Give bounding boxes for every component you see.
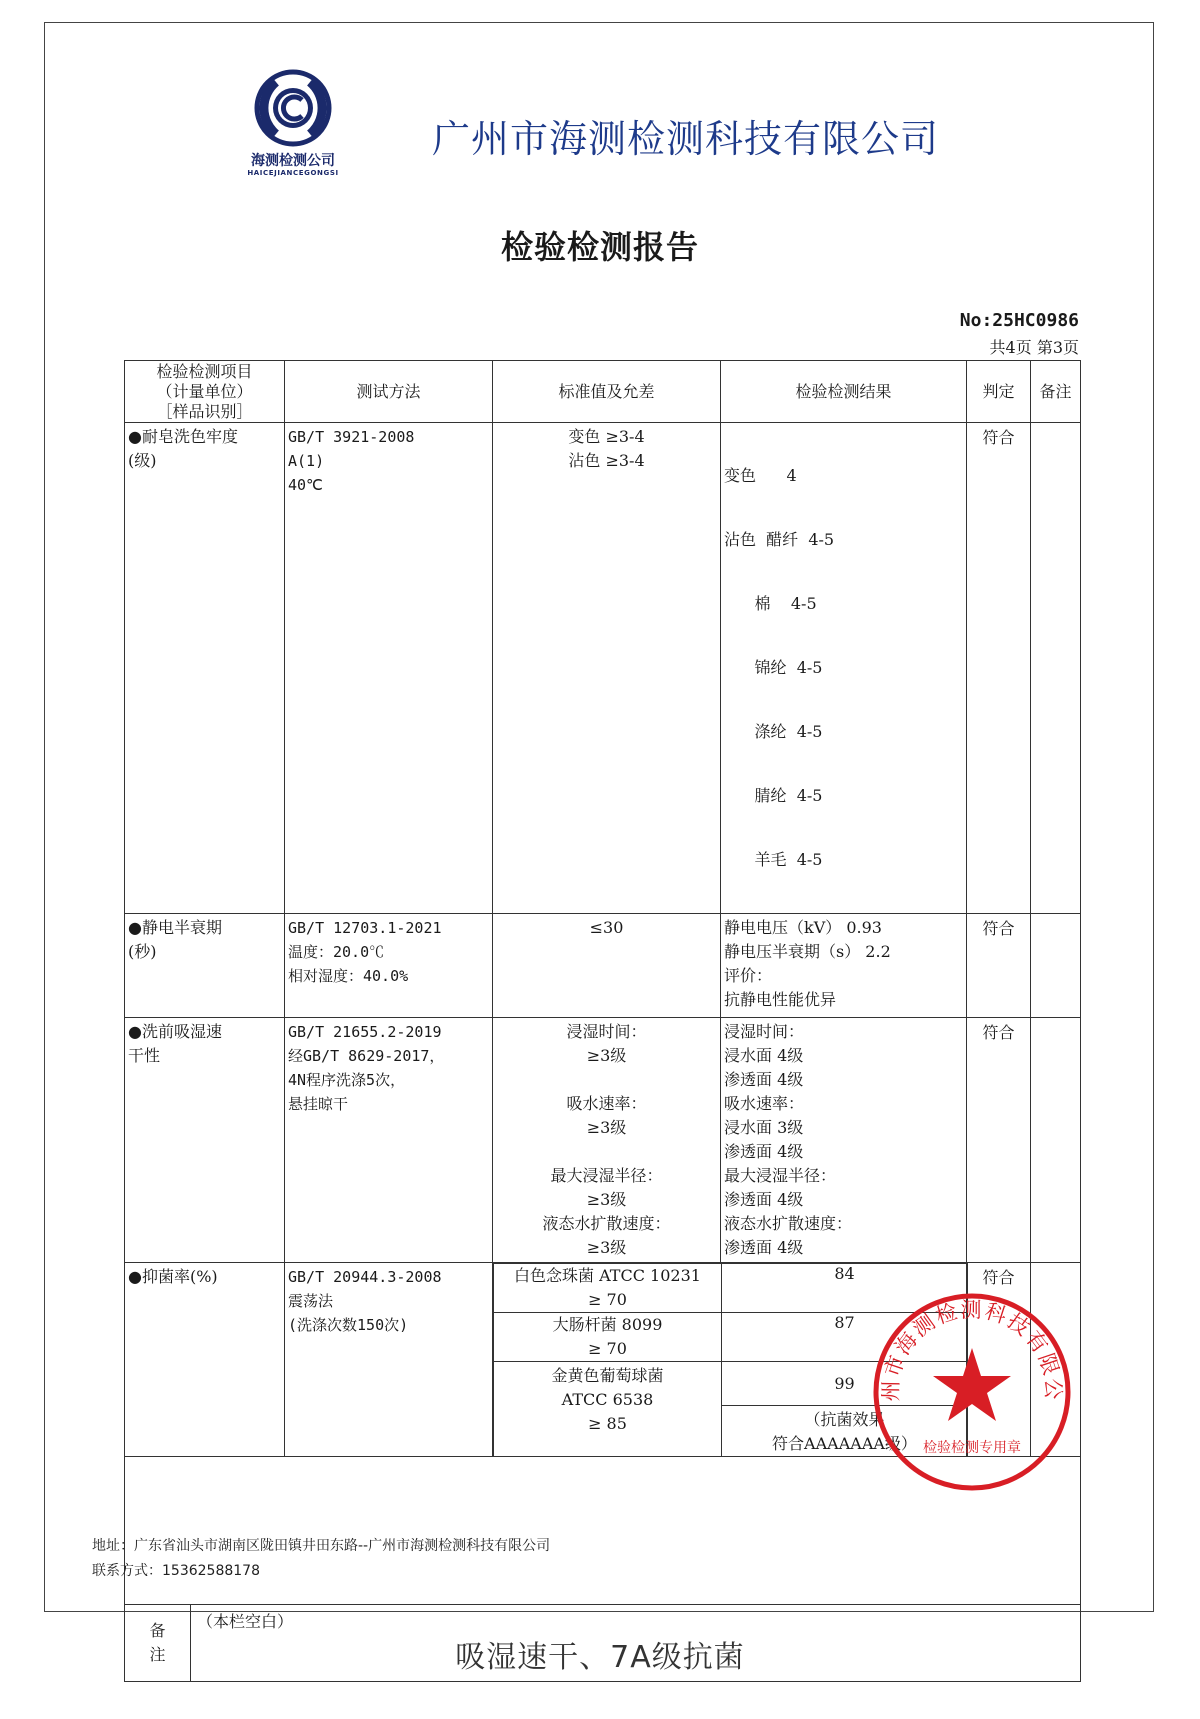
standard-line: ≥3级: [586, 1046, 627, 1065]
item-line: ●洗前吸湿速: [128, 1022, 222, 1041]
standard-line: 液态水扩散速度：: [542, 1214, 671, 1233]
strain-standard: [494, 1362, 722, 1457]
result-line: 最大浸湿半径：: [724, 1166, 837, 1185]
row-method: [285, 1263, 493, 1457]
header-standard: 标准值及允差: [493, 361, 721, 423]
table-header-row: [125, 361, 1081, 423]
method-line: 震荡法: [288, 1292, 334, 1310]
row-result: [721, 423, 967, 914]
method-line: 40℃: [288, 476, 323, 494]
row-item: [125, 1263, 285, 1457]
standard-line: 吸水速率：: [566, 1094, 647, 1113]
result-line: 渗透面 4级: [724, 1238, 804, 1257]
row-result: [721, 1018, 967, 1263]
seal-icon: [870, 1290, 1074, 1494]
row-note: [1031, 1018, 1081, 1263]
result-line: 涤纶 4-5: [724, 722, 823, 741]
row-judge: 符合: [967, 1263, 1031, 1457]
footer-contact: 联系方式：15362588178: [92, 1563, 260, 1579]
header-item: [125, 361, 285, 423]
standard-line: 变色 ≥3-4: [568, 427, 645, 446]
remark-text: （本栏空白）: [197, 1612, 294, 1631]
strain-standard-line: 白色念珠菌 ATCC 10231: [514, 1266, 701, 1285]
summary-line: （抗菌效果: [804, 1410, 885, 1429]
row-judge: 符合: [967, 423, 1031, 914]
strain-standard-line: ≥ 70: [588, 1290, 627, 1309]
result-line: 渗透面 4级: [724, 1142, 804, 1161]
standard-spacer: [496, 1140, 717, 1164]
strain-standard-line: 金黄色葡萄球菌: [551, 1366, 664, 1385]
item-line: ●静电半衰期: [128, 918, 222, 937]
row-method: [285, 914, 493, 1018]
strain-result: 84: [722, 1264, 968, 1313]
result-line: 渗透面 4级: [724, 1070, 804, 1089]
header-item-line: （计量单位）: [156, 381, 253, 401]
standard-line: ≥3级: [586, 1118, 627, 1137]
method-line: GB/T 12703.1-2021: [288, 919, 442, 937]
remark-label-char: 备: [149, 1621, 166, 1640]
footer-address: 地址：广东省汕头市湖南区陇田镇井田东路--广州市海测检测科技有限公司: [92, 1538, 551, 1554]
strain-standard-line: ≥ 85: [588, 1414, 627, 1433]
method-line: GB/T 20944.3-2008: [288, 1268, 442, 1286]
method-line: A(1): [288, 452, 325, 470]
row-judge: 符合: [967, 1018, 1031, 1263]
strain-standard-line: ATCC 6538: [561, 1390, 654, 1409]
table-row: [125, 914, 1081, 1018]
row-judge: 符合: [967, 914, 1031, 1018]
header-method: 测试方法: [285, 361, 493, 423]
report-title: 检验检测报告: [500, 228, 699, 266]
result-line: 浸水面 3级: [724, 1118, 804, 1137]
result-line: 锦纶 4-5: [724, 658, 823, 677]
row-item: [125, 1018, 285, 1263]
logo-cn-text: 海测检测公司: [251, 153, 335, 169]
method-line: 4N程序洗涤5次，: [288, 1071, 406, 1089]
header-result: 检验检测结果: [721, 361, 967, 423]
row-note: [1031, 914, 1081, 1018]
row-standard: [493, 914, 721, 1018]
row-item: [125, 423, 285, 914]
item-line: (级): [128, 451, 157, 470]
image-caption: 吸湿速干、7A级抗菌: [455, 1640, 745, 1675]
strain-standard: [494, 1313, 722, 1362]
row-standard: [493, 1018, 721, 1263]
strain-result: 87: [722, 1313, 968, 1362]
result-line: 液态水扩散速度：: [724, 1214, 853, 1233]
strain-standard-line: ≥ 70: [588, 1339, 627, 1358]
standard-spacer: [496, 1068, 717, 1092]
item-line: (秒): [128, 942, 157, 961]
result-line: 静电电压（kV） 0.93: [724, 918, 882, 937]
row-method: [285, 423, 493, 914]
header-item-line: ［样品识别］: [156, 401, 253, 421]
result-line: 羊毛 4-5: [724, 850, 823, 869]
strain-standard: [494, 1264, 722, 1313]
method-line: 相对湿度：40.0%: [288, 967, 409, 985]
result-line: 变色 4: [724, 466, 797, 485]
table-row: [125, 1018, 1081, 1263]
result-line: 沾色 醋纤 4-5: [724, 530, 835, 549]
result-line: 浸湿时间：: [724, 1022, 805, 1041]
result-line: 腈纶 4-5: [724, 786, 823, 805]
item-line: 干性: [128, 1046, 161, 1065]
seal-subtext: 检验检测专用章: [923, 1440, 1021, 1456]
standard-line: ≥3级: [586, 1238, 627, 1257]
header-item-line: 检验检测项目: [156, 361, 253, 381]
logo-en-text: HAICEJIANCEGONGSI: [247, 169, 339, 177]
method-line: 温度：20.0℃: [288, 943, 385, 961]
result-line: 评价：: [724, 966, 773, 985]
standard-line: 最大浸湿半径：: [550, 1166, 663, 1185]
result-line: 静电压半衰期（s） 2.2: [724, 942, 891, 961]
summary-line: 符合AAAAAAA级）: [772, 1434, 917, 1453]
row-item: [125, 914, 285, 1018]
official-seal: [870, 1290, 1074, 1494]
row-note: [1031, 423, 1081, 914]
standard-line: 沾色 ≥3-4: [568, 451, 645, 470]
seal-arc-text: 州市海测检测科技有限公: [878, 1297, 1066, 1402]
item-line: ●抑菌率(%): [128, 1267, 218, 1286]
header-note: 备注: [1031, 361, 1081, 423]
company-logo: [218, 68, 368, 188]
strain-result: 99: [722, 1362, 967, 1406]
method-line: GB/T 3921-2008: [288, 428, 415, 446]
row-result: [721, 914, 967, 1018]
seal-star-icon: [933, 1348, 1011, 1421]
method-line: GB/T 21655.2-2019: [288, 1023, 442, 1041]
method-line: (洗涤次数150次): [288, 1316, 409, 1334]
result-line: 渗透面 4级: [724, 1190, 804, 1209]
standard-line: ≤30: [589, 918, 624, 937]
remark-label-char: 注: [149, 1645, 166, 1664]
page-count: 共4页 第3页: [989, 338, 1079, 357]
result-line: 吸水速率：: [724, 1094, 805, 1113]
item-line: ●耐皂洗色牢度: [128, 427, 238, 446]
standard-line: ≥3级: [586, 1190, 627, 1209]
standard-line: 浸湿时间：: [566, 1022, 647, 1041]
result-line: 棉 4-5: [724, 594, 817, 613]
company-name: 广州市海测检测科技有限公司: [432, 117, 940, 161]
strain-standard-line: 大肠杆菌 8099: [552, 1315, 663, 1334]
logo-emblem-icon: [218, 68, 368, 150]
result-line: 浸水面 4级: [724, 1046, 804, 1065]
table-row: [125, 423, 1081, 914]
header-judge: 判定: [967, 361, 1031, 423]
row-method: [285, 1018, 493, 1263]
method-line: 经GB/T 8629-2017，: [288, 1047, 445, 1065]
method-line: 悬挂晾干: [288, 1095, 349, 1113]
result-line: 抗静电性能优异: [724, 990, 837, 1009]
report-number: No:25HC0986: [959, 310, 1079, 331]
row-standard: [493, 423, 721, 914]
